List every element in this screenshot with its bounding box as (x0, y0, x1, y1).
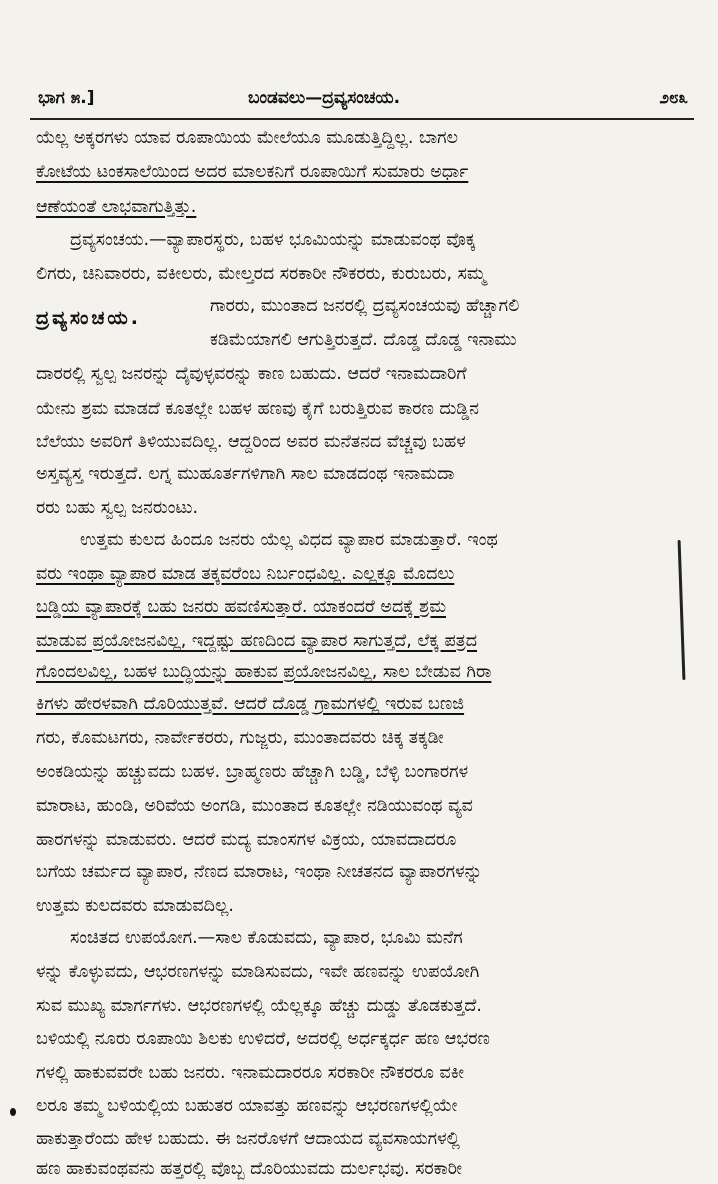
text-line: ಳನ್ನು ಕೊಳ್ಳುವದು, ಆಭರಣಗಳನ್ನು ಮಾಡಿಸುವದು, ಇವೇ ಹಣವನ್ನು ಉಪಯೋಗಿ (36, 962, 480, 982)
text-line: ಗಳಲ್ಲಿ ಹಾಕುವವರೇ ಬಹು ಜನರು. ಇನಾಮದಾರರೂ ಸರಕಾರೀ ನೌಕರರೂ ವಕೀ (36, 1063, 464, 1083)
side-heading: ದ್ರವ್ಯಸಂಚಯ. (36, 307, 141, 329)
text-line: ಬೆಲೆಯು ಅವರಿಗೆ ತಿಳಿಯುವದಿಲ್ಲ. ಆದ್ದರಿಂದ ಅವರ ಮನೆತನದ ವೆಚ್ಚವು ಬಹಳ (36, 432, 466, 452)
page-number: ೨೮೩ (659, 88, 688, 108)
text-line: ಯೇನು ಶ್ರಮ ಮಾಡದೆ ಕೂತಲ್ಲೇ ಬಹಳ ಹಣವು ಕೈಗೆ ಬರುತ್ತಿರುವ ಕಾರಣ ದುಡ್ಡಿನ (36, 399, 480, 419)
text-line: ಹಾಕುತ್ತಾರೆಂದು ಹೇಳ ಬಹುದು. ಈ ಜನರೊಳಗೆ ಆದಾಯದ ವ್ಯವಸಾಯಗಳಲ್ಲಿ (36, 1129, 460, 1149)
header-rule (30, 118, 694, 120)
text-line: ದಾರರಲ್ಲಿ ಸ್ವಲ್ಪ ಜನರನ್ನು ದೈವುಳ್ಳವರನ್ನು ಕಾಣ ಬಹುದು. ಆದರೆ ಇನಾಮದಾರಿಗೆ (36, 364, 467, 384)
text-line: ಗರು, ಕೊಮಟಗರು, ನಾರ್ವೇಕರರು, ಗುಜ್ಜರು, ಮುಂತಾದವರು ಚಿಕ್ಕ ತಕ್ಕಡೀ (36, 728, 444, 748)
text-line: ಕೋಟೆಯ ಟಂಕಸಾಲೆಯಿಂದ ಅದರ ಮಾಲಕನಿಗೆ ರೂಪಾಯಿಗೆ ಸುಮಾರು ಅರ್ಧಾ (36, 162, 469, 182)
text-line: ಲರೂ ತಮ್ಮ ಬಳಿಯಲ್ಲಿಯ ಬಹುತರ ಯಾವತ್ತು ಹಣವನ್ನು ಆಭರಣಗಳಲ್ಲಿಯೇ (36, 1096, 458, 1116)
text-line: ಅಸ್ತವ್ಯಸ್ತ ಇರುತ್ತದೆ. ಲಗ್ನ ಮುಹೂರ್ತಗಳಿಗಾಗಿ ಸಾಲ ಮಾಡದಂಥ ಇನಾಮದಾ (36, 464, 455, 484)
text-line: ಮಾಡುವ ಪ್ರಯೋಜನವಿಲ್ಲ, ಇದ್ದಷ್ಟು ಹಣದಿಂದ ವ್ಯಾಪಾರ ಸಾಗುತ್ತದೆ, ಲೆಕ್ಕ ಪತ್ರದ (36, 631, 478, 651)
ink-dot (10, 1108, 16, 1116)
text-line: ಉತ್ತಮ ಕುಲದವರು ಮಾಡುವದಿಲ್ಲ. (36, 896, 234, 916)
running-title: ಬಂಡವಲು—ದ್ರವ್ಯಸಂಚಯ. (248, 88, 401, 108)
text-line: ಅಂಕಡಿಯನ್ನು ಹಚ್ಚುವದು ಬಹಳ. ಬ್ರಾಹ್ಮಣರು ಹೆಚ್ಚಾಗಿ ಬಡ್ಡಿ, ಬೆಳ್ಳಿ ಬಂಗಾರಗಳ (36, 762, 469, 782)
part-label: ಭಾಗ ೫.] (38, 88, 95, 108)
text-line: ಕಡಿಮೆಯಾಗಲಿ ಆಗುತ್ತಿರುತ್ತದೆ. ದೊಡ್ಡ ದೊಡ್ಡ ಇನಾಮು (210, 330, 517, 350)
text-line: ಲಿಗರು, ಚಿನಿವಾರರು, ವಕೀಲರು, ಮೇಲ್ತರದ ಸರಕಾರೀ ನೌಕರರು, ಕುರುಬರು, ಸಮ್ಮ (36, 264, 486, 284)
text-line: ವರು ಇಂಥಾ ವ್ಯಾಪಾರ ಮಾಡ ತಕ್ಕವರೆಂಬ ನಿರ್ಬಂಧವಿಲ್ಲ. ಎಲ್ಲಕ್ಕೂ ಮೊದಲು (36, 564, 455, 584)
text-line: ಬಳಿಯಲ್ಲಿ ನೂರು ರೂಪಾಯಿ ಶಿಲಕು ಉಳಿದರೆ, ಅದರಲ್ಲಿ ಅರ್ಧಕ್ಕರ್ಧ ಹಣ ಆಭರಣ (36, 1029, 490, 1049)
text-line: ಆಣೆಯಂತೆ ಲಾಭವಾಗುತ್ತಿತ್ತು. (36, 197, 197, 217)
text-line: ದ್ರವ್ಯಸಂಚಯ.—ವ್ಯಾಪಾರಸ್ಥರು, ಬಹಳ ಭೂಮಿಯನ್ನು ಮಾಡುವಂಥ ವೊಕ್ಕ (70, 230, 476, 250)
text-line: ಹಣ ಹಾಕುವಂಥವನು ಹತ್ತರಲ್ಲಿ ವೊಬ್ಬ ದೊರಿಯುವದು ದುರ್ಲಭವು. ಸರಕಾರೀ (36, 1159, 463, 1179)
text-line: ಸುವ ಮುಖ್ಯ ಮಾರ್ಗಗಳು. ಆಭರಣಗಳಲ್ಲಿ ಯೆಲ್ಲಕ್ಕೂ ಹೆಚ್ಚು ದುಡ್ಡು ತೊಡಕುತ್ತದೆ. (36, 996, 482, 1016)
text-line: ಮಾರಾಟ, ಹುಂಡಿ, ಅರಿವೆಯ ಅಂಗಡಿ, ಮುಂತಾದ ಕೂತಲ್ಲೇ ನಡಿಯುವಂಥ ವ್ಯವ (36, 796, 473, 816)
text-line: ಯೆಲ್ಲ ಅಕ್ಕರಗಳು ಯಾವ ರೂಪಾಯಿಯ ಮೇಲೆಯೂ ಮೂಡುತ್ತಿದ್ದಿಲ್ಲ. ಬಾಗಲ (36, 128, 458, 148)
running-header (38, 88, 688, 116)
text-line: ರರು ಬಹು ಸ್ವಲ್ಪ ಜನರುಂಟು. (36, 498, 199, 518)
text-line: ಹಾರಗಳನ್ನು ಮಾಡುವರು. ಆದರೆ ಮದ್ಯ ಮಾಂಸಗಳ ವಿಕ್ರಯ, ಯಾವದಾದರೂ (36, 830, 457, 850)
text-line: ಗಾರರು, ಮುಂತಾದ ಜನರಲ್ಲಿ ದ್ರವ್ಯಸಂಚಯವು ಹೆಚ್ಚಾಗಲಿ (210, 296, 520, 316)
text-line: ಗೊಂದಲವಿಲ್ಲ, ಬಹಳ ಬುದ್ಧಿಯನ್ನು ಹಾಕುವ ಪ್ರಯೋಜನವಿಲ್ಲ, ಸಾಲ ಬೇಡುವ ಗಿರಾ (36, 662, 492, 682)
text-line: ಬಡ್ಡಿಯ ವ್ಯಾಪಾರಕ್ಕೆ ಬಹು ಜನರು ಹವಣಿಸುತ್ತಾರೆ. ಯಾಕಂದರೆ ಅದಕ್ಕೆ ಶ್ರಮ (36, 597, 447, 617)
text-line: ಕಿಗಳು ಹೇರಳವಾಗಿ ದೊರಿಯುತ್ತವೆ. ಆದರೆ ದೊಡ್ಡ ಗ್ರಾಮಗಳಲ್ಲಿ ಇರುವ ಬಣಜಿ (36, 694, 465, 714)
text-line: ಉತ್ತಮ ಕುಲದ ಹಿಂದೂ ಜನರು ಯೆಲ್ಲ ವಿಧದ ವ್ಯಾಪಾರ ಮಾಡುತ್ತಾರೆ. ಇಂಥ (80, 530, 498, 550)
margin-pen-mark (678, 540, 686, 680)
text-line: ಬಗೆಯ ಚರ್ಮದ ವ್ಯಾಪಾರ, ನೆಣದ ಮಾರಾಟ, ಇಂಥಾ ನೀಚತನದ ವ್ಯಾಪಾರಗಳನ್ನು (36, 862, 483, 882)
text-line: ಸಂಚಿತದ ಉಪಯೋಗ.—ಸಾಲ ಕೊಡುವದು, ವ್ಯಾಪಾರ, ಭೂಮಿ ಮನೆಗ (70, 928, 463, 948)
